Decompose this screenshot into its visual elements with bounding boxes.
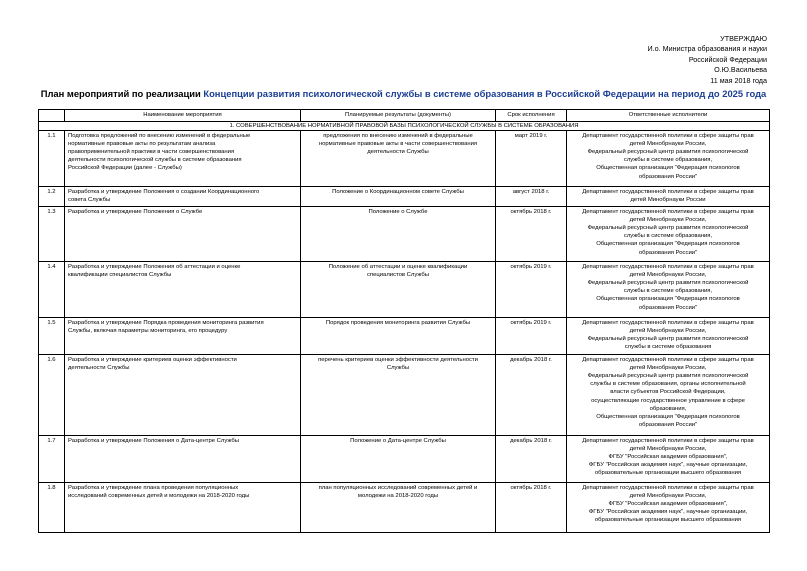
responsible <box>567 262 770 318</box>
responsible-line: детей Минобрнауки России <box>630 197 706 204</box>
table-row <box>39 262 770 318</box>
table-header-row <box>39 110 770 122</box>
planned-result <box>301 262 496 318</box>
planned-result <box>301 318 496 355</box>
responsible <box>567 318 770 355</box>
document-title <box>0 88 807 99</box>
responsible-line: детей Минобрнауки России, <box>629 493 707 500</box>
row-number: 1.7 <box>39 436 65 483</box>
responsible <box>567 483 770 533</box>
event-name <box>65 355 301 436</box>
responsible-line: Федеральный ресурсный центр развития психологической <box>587 373 749 380</box>
responsible-line: службы в системе образования, <box>623 157 713 164</box>
responsible-line: ФГБУ "Российская академия образования", <box>608 454 728 461</box>
responsible-line: Департамент государственной политики в сфере защиты прав <box>582 133 754 140</box>
planned-result-line: Положение о Дата-центре Службы <box>350 438 446 445</box>
planned-result <box>301 436 496 483</box>
planned-result-line: нормативные правовые акты в части совершенствования <box>318 141 478 148</box>
event-name-line: Разработка и утверждение Положения о создании Координационного <box>68 189 260 196</box>
event-name-line: исследований современных детей и молодежи на 2018-2020 годы <box>68 493 250 500</box>
responsible <box>567 187 770 207</box>
row-number: 1.5 <box>39 318 65 355</box>
deadline: август 2018 г. <box>496 187 567 207</box>
responsible-line: Департамент государственной политики в сфере защиты прав <box>582 438 754 445</box>
concept-link[interactable]: Концепции развития психологической службы в системе образования в Российской Федерации на период до 2025 года <box>203 88 767 99</box>
deadline: октябрь 2019 г. <box>496 318 567 355</box>
planned-result-line: Положение об аттестации и оценке квалификации <box>328 264 468 271</box>
header-name: Наименование мероприятия <box>65 110 301 122</box>
responsible-line: Общественная организация "Федерация психологов <box>596 165 740 172</box>
event-name-line: правоприменительной практики в части совершенствования <box>68 149 235 156</box>
section-row <box>39 122 770 131</box>
responsible-line: службы в системе образования, <box>623 288 713 295</box>
event-name <box>65 207 301 262</box>
row-number: 1.8 <box>39 483 65 533</box>
table-row <box>39 318 770 355</box>
planned-result <box>301 355 496 436</box>
planned-result-line: Службы <box>386 365 410 372</box>
responsible-line: детей Минобрнауки России, <box>629 446 707 453</box>
responsible-line: ФГБУ "Российская академия наук", научные организации, <box>588 509 748 516</box>
responsible-line: Департамент государственной политики в сфере защиты прав <box>582 485 754 492</box>
title-prefix: План мероприятий по реализации <box>40 88 204 99</box>
responsible-line: Федеральный ресурсный центр развития психологической <box>587 336 749 343</box>
responsible-line: Общественная организация "Федерация психологов <box>596 413 740 420</box>
planned-result <box>301 187 496 207</box>
responsible-line: ФГБУ "Российская академия наук", научные организации, <box>588 462 748 469</box>
responsible-line: Общественная организация "Федерация психологов <box>596 241 740 248</box>
table-row <box>39 436 770 483</box>
responsible-line: Департамент государственной политики в сфере защиты прав <box>582 209 754 216</box>
event-name-line: Разработка и утверждение критериев оценки эффективности <box>68 357 237 364</box>
row-number: 1.1 <box>39 131 65 187</box>
planned-result-line: Положение о Службе <box>368 209 428 216</box>
event-name-line: Службы, включая параметры мониторинга, его процедуру <box>68 328 228 335</box>
event-name <box>65 262 301 318</box>
deadline: март 2019 г. <box>496 131 567 187</box>
responsible-line: ФГБУ "Российская академия образования", <box>608 501 728 508</box>
event-name-line: Разработка и утверждение плана проведения популяционных <box>68 485 239 492</box>
deadline: декабрь 2018 г. <box>496 355 567 436</box>
planned-result-line: Порядок проведения мониторинга развития Службы <box>325 320 471 327</box>
event-name-line: деятельности психологической службы в системе образования <box>68 157 242 164</box>
responsible-line: образовательные организации высшего образования <box>594 517 742 524</box>
section-title: 1. СОВЕРШЕНСТВОВАНИЕ НОРМАТИВНОЙ ПРАВОВОЙ БАЗЫ ПСИХОЛОГИЧЕСКОЙ СЛУЖБЫ В СИСТЕМЕ ОБРАЗОВАНИЯ <box>39 122 770 131</box>
responsible-line: Общественная организация "Федерация психологов <box>596 296 740 303</box>
responsible-line: образования России" <box>638 249 698 256</box>
responsible-line: детей Минобрнауки России, <box>629 272 707 279</box>
row-number: 1.6 <box>39 355 65 436</box>
event-name <box>65 436 301 483</box>
responsible-line: детей Минобрнауки России, <box>629 141 707 148</box>
planned-result-line: специалистов Службы <box>366 272 430 279</box>
plan-table <box>38 109 770 533</box>
responsible-line: детей Минобрнауки России, <box>629 328 707 335</box>
row-number: 1.2 <box>39 187 65 207</box>
event-name-line: Разработка и утверждение Положения о Дата-центре Службы <box>68 438 239 445</box>
planned-result-line: Положение о Координационном совете Службы <box>332 189 464 196</box>
event-name-line: Разработка и утверждение Положения о Службе <box>68 209 203 216</box>
row-number: 1.4 <box>39 262 65 318</box>
responsible-line: Департамент государственной политики в сфере защиты прав <box>582 264 754 271</box>
planned-result <box>301 131 496 187</box>
event-name <box>65 318 301 355</box>
planned-result-line: предложения по внесению изменений в федеральные <box>323 133 473 140</box>
event-name-line: квалификации специалистов Службы <box>68 272 172 279</box>
table-row <box>39 187 770 207</box>
table-row <box>39 355 770 436</box>
responsible-line: службы в системе образования, <box>623 233 713 240</box>
planned-result <box>301 207 496 262</box>
deadline: октябрь 2018 г. <box>496 483 567 533</box>
table-row <box>39 207 770 262</box>
event-name-line: Разработка и утверждение Положения об аттестации и оценке <box>68 264 241 271</box>
responsible-line: образования России" <box>638 304 698 311</box>
deadline: декабрь 2018 г. <box>496 436 567 483</box>
responsible-line: образования России" <box>638 421 698 428</box>
responsible-line: Департамент государственной политики в сфере защиты прав <box>582 357 754 364</box>
table-row <box>39 483 770 533</box>
event-name-line: деятельности Службы <box>68 365 130 372</box>
responsible <box>567 207 770 262</box>
header-resp: Ответственные исполнители <box>567 110 770 122</box>
event-name-line: Разработка и утверждение Порядка проведения мониторинга развития <box>68 320 264 327</box>
planned-result-line: план популяционных исследований современных детей и <box>318 485 478 492</box>
header-num <box>39 110 65 122</box>
responsible-line: Федеральный ресурсный центр развития психологической <box>587 225 749 232</box>
approval-block <box>647 34 767 86</box>
responsible-line: Департамент государственной политики в сфере защиты прав <box>582 320 754 327</box>
approval-line: Российской Федерации <box>688 54 767 64</box>
responsible-line: службы в системе образования <box>624 344 712 351</box>
approval-line: И.о. Министра образования и науки <box>647 44 767 54</box>
responsible-line: образовательные организации высшего образования <box>594 470 742 477</box>
responsible-line: образования России" <box>638 173 698 180</box>
approval-line: 11 мая 2018 года <box>710 75 767 85</box>
responsible-line: образования, <box>649 405 687 412</box>
row-number: 1.3 <box>39 207 65 262</box>
planned-result <box>301 483 496 533</box>
responsible-line: службы в системе образования, органы исполнительной <box>590 381 746 388</box>
header-term: Срок исполнения <box>496 110 567 122</box>
responsible-line: Департамент государственной политики в сфере защиты прав <box>582 189 754 196</box>
responsible-line: Федеральный ресурсный центр развития психологической <box>587 280 749 287</box>
event-name-line: Подготовка предложений по внесению изменений в федеральные <box>68 133 251 140</box>
planned-result-line: перечень критериев оценки эффективности деятельности <box>318 357 478 364</box>
event-name <box>65 187 301 207</box>
responsible <box>567 436 770 483</box>
table-row <box>39 131 770 187</box>
header-result: Планируемые результаты (документы) <box>301 110 496 122</box>
event-name-line: Российской Федерации (далее - Службы) <box>68 165 182 172</box>
planned-result-line: деятельности Службы <box>367 149 429 156</box>
event-name-line: совета Службы <box>68 197 111 204</box>
deadline: октябрь 2019 г. <box>496 262 567 318</box>
responsible-line: Федеральный ресурсный центр развития психологической <box>587 149 749 156</box>
planned-result-line: молодежи на 2018-2020 годы <box>357 493 439 500</box>
event-name-line: нормативные правовые акты по результатам анализа <box>68 141 216 148</box>
responsible-line: детей Минобрнауки России, <box>629 365 707 372</box>
responsible-line: власти субъектов Российской Федерации, <box>610 389 726 396</box>
responsible <box>567 355 770 436</box>
responsible-line: детей Минобрнауки России, <box>629 217 707 224</box>
event-name <box>65 483 301 533</box>
approval-line: УТВЕРЖДАЮ <box>720 34 767 43</box>
event-name <box>65 131 301 187</box>
approval-line: О.Ю.Васильева <box>714 65 767 75</box>
responsible-line: осуществляющие государственное управление в сфере <box>591 397 745 404</box>
deadline: октябрь 2018 г. <box>496 207 567 262</box>
responsible <box>567 131 770 187</box>
